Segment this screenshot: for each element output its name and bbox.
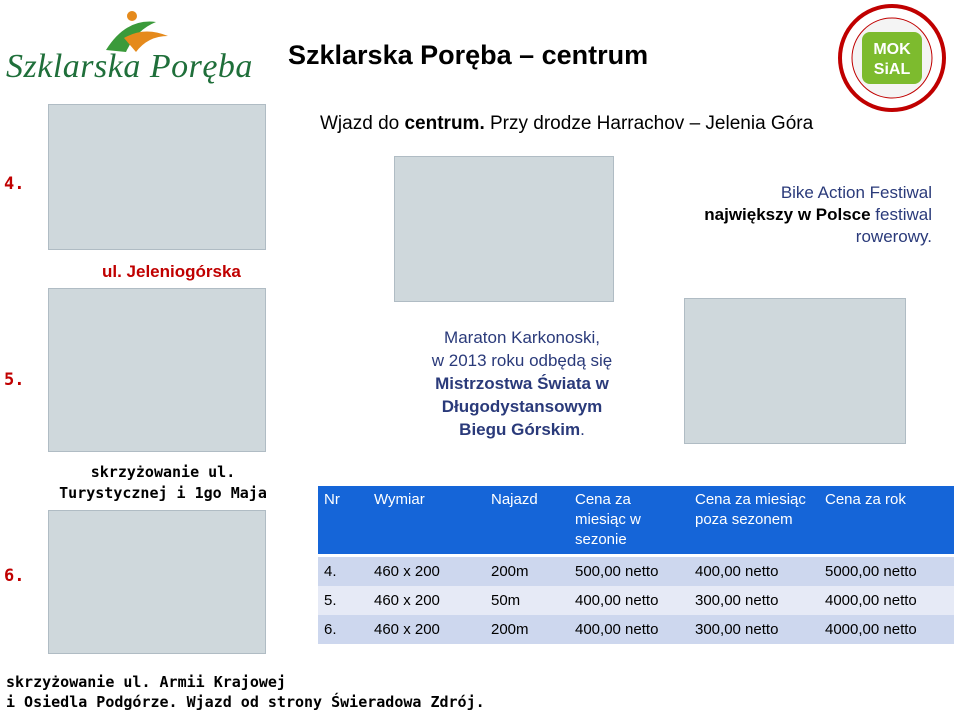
subtitle	[320, 113, 813, 135]
marathon-line4	[384, 395, 660, 418]
mok-sial-logo	[836, 2, 948, 114]
photo-location-4	[48, 104, 266, 250]
svg-text:MOK: MOK	[873, 41, 911, 58]
photo-location-5	[48, 288, 266, 452]
bike-line3: rowerowy.	[855, 227, 932, 246]
mok-sial-badge-icon	[836, 2, 948, 114]
logo-text: Szklarska Poręba	[6, 48, 253, 85]
cell-cena-rok: 5000,00 netto	[819, 556, 954, 587]
cell-cena-poza: 300,00 netto	[689, 615, 819, 644]
header-cena-poza-sezonem: Cena za miesiąc poza sezonem	[689, 486, 819, 556]
marathon-line1: Maraton Karkonoski,	[444, 328, 600, 347]
marathon-line3	[384, 372, 660, 395]
cell-cena-sezon: 500,00 netto	[569, 556, 689, 587]
cell-cena-rok: 4000,00 netto	[819, 615, 954, 644]
marathon-text	[384, 326, 660, 441]
svg-text:SiAL: SiAL	[873, 61, 911, 78]
photo-location-6	[48, 510, 266, 654]
subtitle-pre: Wjazd do	[320, 113, 405, 134]
header-nr: Nr	[318, 486, 368, 556]
location-number-4: 4.	[4, 174, 25, 194]
location-label-6-line2: i Osiedla Podgórze. Wjazd od strony Świeradowa Zdrój.	[6, 693, 485, 711]
cell-cena-poza: 300,00 netto	[689, 586, 819, 615]
cell-najazd: 200m	[485, 615, 569, 644]
location-label-5: skrzyżowanie ul. Turystycznej i 1go Maja	[59, 463, 267, 502]
cell-wymiar: 460 x 200	[368, 586, 485, 615]
cell-najazd: 50m	[485, 586, 569, 615]
cell-nr: 4.	[318, 556, 368, 587]
header-cena-rok: Cena za rok	[819, 486, 954, 556]
location-number-5: 5.	[4, 370, 25, 390]
bike-line2-rest: festiwal	[870, 205, 932, 224]
marathon-line5-bold: Biegu Górskim	[459, 420, 581, 439]
marathon-line3-bold: Mistrzostwa Świata w	[435, 374, 609, 393]
subtitle-post: Przy drodze Harrachov – Jelenia Góra	[484, 113, 814, 134]
page-title: Szklarska Poręba – centrum	[288, 40, 649, 70]
location-label-6-line1: skrzyżowanie ul. Armii Krajowej	[6, 673, 286, 691]
bike-festival-text	[612, 182, 932, 248]
cell-cena-sezon: 400,00 netto	[569, 586, 689, 615]
location-number-6: 6.	[4, 566, 25, 586]
cell-cena-sezon: 400,00 netto	[569, 615, 689, 644]
cell-cena-poza: 400,00 netto	[689, 556, 819, 587]
cell-wymiar: 460 x 200	[368, 556, 485, 587]
cell-nr: 5.	[318, 586, 368, 615]
cell-nr: 6.	[318, 615, 368, 644]
photo-bike-festival	[394, 156, 614, 302]
header-najazd: Najazd	[485, 486, 569, 556]
table-header-row	[318, 486, 954, 556]
cell-wymiar: 460 x 200	[368, 615, 485, 644]
photo-marathon	[684, 298, 906, 444]
szklarska-poreba-logo	[6, 8, 253, 86]
cell-cena-rok: 4000,00 netto	[819, 586, 954, 615]
price-table	[318, 486, 954, 644]
marathon-line5	[384, 418, 660, 441]
table-row	[318, 615, 954, 644]
location-label-4: ul. Jeleniogórska	[102, 262, 241, 281]
cell-najazd: 200m	[485, 556, 569, 587]
table-row	[318, 586, 954, 615]
location-label-6	[6, 672, 485, 712]
bike-line2-bold: największy w Polsce	[704, 205, 871, 224]
bike-line1: Bike Action Festiwal	[780, 183, 932, 202]
table-row	[318, 556, 954, 587]
header-cena-sezon: Cena za miesiąc w sezonie	[569, 486, 689, 556]
subtitle-bold: centrum.	[404, 113, 485, 134]
bike-line2	[612, 204, 932, 226]
marathon-line5-end: .	[580, 420, 585, 439]
header-wymiar: Wymiar	[368, 486, 485, 556]
marathon-line4-bold: Długodystansowym	[441, 397, 603, 416]
marathon-line2: w 2013 roku odbędą się	[431, 351, 613, 370]
